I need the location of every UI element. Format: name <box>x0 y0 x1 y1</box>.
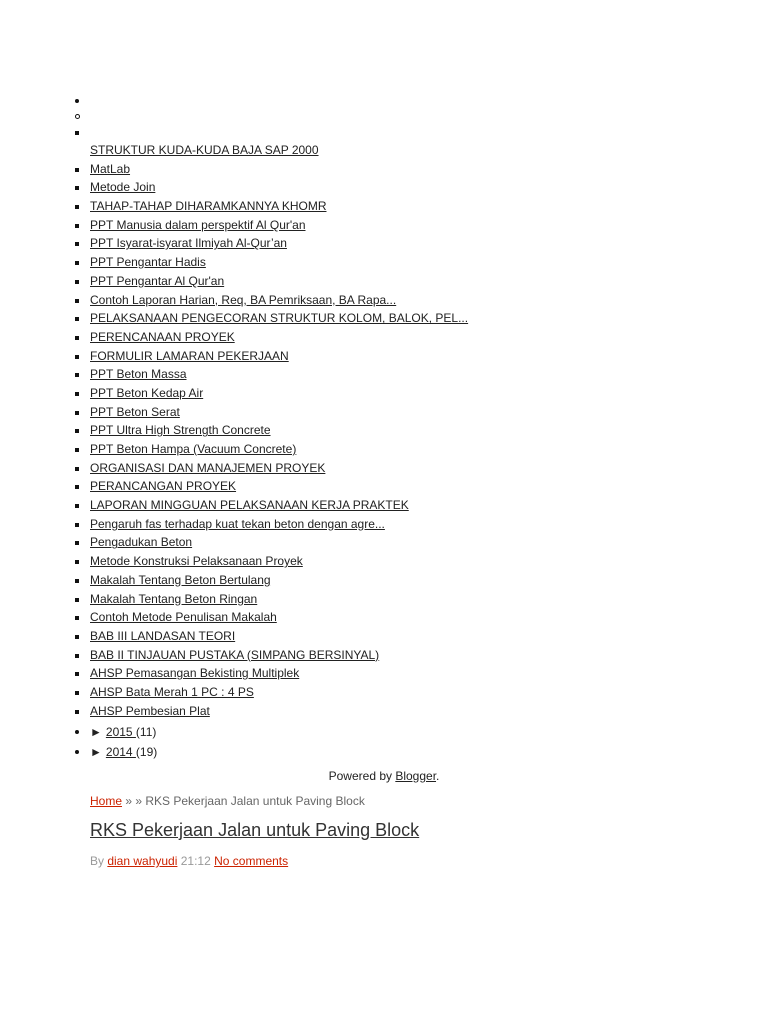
archive-post-item <box>75 141 468 160</box>
archive-post-link[interactable]: Pengaruh fas terhadap kuat tekan beton dengan agre... <box>90 516 385 531</box>
list-bullet-square <box>75 411 79 415</box>
archive-post-item <box>75 160 468 179</box>
archive-post-link[interactable]: PPT Beton Hampa (Vacuum Concrete) <box>90 442 297 456</box>
archive-post-item <box>75 216 468 235</box>
archive-post-item <box>75 702 468 721</box>
archive-post-link[interactable]: LAPORAN MINGGUAN PELAKSANAAN KERJA PRAKTEK <box>90 498 409 513</box>
archive-post-link[interactable]: MatLab <box>90 161 131 176</box>
archive-post-link[interactable]: PERANCANGAN PROYEK <box>90 479 237 494</box>
list-bullet-square <box>75 392 79 396</box>
archive-post-link[interactable]: PPT Isyarat-isyarat Ilmiyah Al-Qur’an <box>90 236 287 251</box>
archive-post-link[interactable]: Contoh Laporan Harian, Req, BA Pemriksaan, BA Rapa... <box>90 292 397 307</box>
list-bullet-square <box>75 168 79 172</box>
archive-post-item <box>75 328 468 347</box>
archive-post-item <box>75 234 468 253</box>
list-bullet-square <box>75 485 79 489</box>
expand-toggle-icon[interactable]: ► <box>90 745 102 759</box>
author-link[interactable]: dian wahyudi <box>107 854 178 868</box>
list-bullet-square <box>75 224 79 228</box>
archive-post-link[interactable]: PPT Ultra High Strength Concrete <box>90 423 271 438</box>
post-time: 21:12 <box>177 854 215 868</box>
archive-year-link[interactable]: 2015 <box>105 725 136 739</box>
archive-post-item <box>75 347 468 366</box>
breadcrumb-current: RKS Pekerjaan Jalan untuk Paving Block <box>145 794 365 808</box>
archive-post-item <box>75 515 468 534</box>
archive-post-item <box>75 477 468 496</box>
archive-post-item <box>75 197 468 216</box>
list-bullet-disc <box>75 99 79 103</box>
archive-post-item <box>75 440 468 459</box>
archive-post-item <box>75 496 468 515</box>
archive-post-item <box>75 533 468 552</box>
archive-post-item <box>75 272 468 291</box>
list-bullet-square <box>75 672 79 676</box>
archive-post-item <box>75 664 468 683</box>
archive-post-link[interactable]: PPT Beton Serat <box>90 404 180 419</box>
breadcrumb-separator: » » <box>122 794 146 808</box>
byline-label: By <box>90 854 108 868</box>
archive-post-link[interactable]: PERENCANAAN PROYEK <box>90 329 235 344</box>
list-bullet-square <box>75 579 79 583</box>
archive-post-link[interactable]: Metode Konstruksi Pelaksanaan Proyek <box>90 554 303 569</box>
archive-year-count: (11) <box>135 725 157 739</box>
archive-post-item <box>75 421 468 440</box>
breadcrumb <box>90 793 365 809</box>
archive-post-item <box>75 683 468 702</box>
list-bullet-square <box>75 654 79 658</box>
archive-year-item <box>75 722 157 742</box>
list-bullet-square <box>75 635 79 639</box>
archive-post-item <box>75 590 468 609</box>
list-bullet-square <box>75 448 79 452</box>
archive-post-link[interactable]: BAB III LANDASAN TEORI <box>90 628 236 643</box>
list-bullet-square <box>75 299 79 303</box>
list-bullet-circle <box>75 114 80 119</box>
list-bullet-square <box>75 691 79 695</box>
list-bullet-square <box>75 560 79 564</box>
archive-post-link[interactable]: Makalah Tentang Beton Ringan <box>90 591 258 606</box>
archive-post-link[interactable]: TAHAP-TAHAP DIHARAMKANNYA KHOMR <box>90 199 327 214</box>
archive-post-link[interactable]: AHSP Pemasangan Bekisting Multiplek <box>90 666 300 681</box>
archive-post-link[interactable]: Pengadukan Beton <box>90 535 193 550</box>
archive-year-item <box>75 742 157 762</box>
archive-post-item <box>75 309 468 328</box>
archive-post-list <box>75 141 468 720</box>
expand-toggle-icon[interactable]: ► <box>90 725 102 739</box>
archive-post-link[interactable]: AHSP Bata Merah 1 PC : 4 PS <box>90 684 254 699</box>
list-bullet-square <box>75 261 79 265</box>
archive-post-item <box>75 571 468 590</box>
archive-post-link[interactable]: BAB II TINJAUAN PUSTAKA (SIMPANG BERSINYAL) <box>90 647 380 662</box>
archive-post-link[interactable]: PPT Pengantar Al Qur'an <box>90 273 225 288</box>
archive-post-link[interactable]: FORMULIR LAMARAN PEKERJAAN <box>90 348 289 363</box>
archive-year-list <box>75 722 157 762</box>
archive-post-link[interactable]: AHSP Pembesian Plat <box>90 703 210 718</box>
list-bullet-square <box>75 541 79 545</box>
list-bullet-square <box>75 280 79 284</box>
list-bullet-square <box>75 336 79 340</box>
archive-post-link[interactable]: Makalah Tentang Beton Bertulang <box>90 572 271 587</box>
archive-post-item <box>75 178 468 197</box>
archive-post-item <box>75 365 468 384</box>
list-bullet-square <box>75 523 79 527</box>
list-bullet-square <box>75 205 79 209</box>
list-bullet-square <box>75 373 79 377</box>
archive-year-count: (19) <box>135 745 158 759</box>
powered-by <box>0 768 768 784</box>
list-bullet-square <box>75 131 79 135</box>
archive-post-link[interactable]: STRUKTUR KUDA-KUDA BAJA SAP 2000 <box>90 143 319 157</box>
list-bullet-square <box>75 242 79 246</box>
post-byline <box>90 853 288 869</box>
archive-post-link[interactable]: PPT Beton Kedap Air <box>90 385 204 400</box>
list-bullet-square <box>75 467 79 471</box>
archive-post-link[interactable]: PPT Beton Massa <box>90 367 187 382</box>
archive-post-item <box>75 552 468 571</box>
archive-post-link[interactable]: PPT Pengantar Hadis <box>90 255 206 270</box>
list-bullet-square <box>75 710 79 714</box>
archive-post-link[interactable]: ORGANISASI DAN MANAJEMEN PROYEK <box>90 460 326 475</box>
list-bullet-square <box>75 429 79 433</box>
list-bullet-square <box>75 616 79 620</box>
archive-post-link[interactable]: Contoh Metode Penulisan Makalah <box>90 610 277 625</box>
archive-post-item <box>75 608 468 627</box>
archive-year-link[interactable]: 2014 <box>105 745 136 759</box>
archive-post-item <box>75 253 468 272</box>
powered-by-text: Powered by <box>328 769 396 783</box>
list-bullet-square <box>75 598 79 602</box>
list-bullet-disc <box>75 730 79 734</box>
list-bullet-square <box>75 317 79 321</box>
list-bullet-square <box>75 504 79 508</box>
list-bullet-square <box>75 355 79 359</box>
archive-post-link[interactable]: PPT Manusia dalam perspektif Al Qur'an <box>90 217 306 232</box>
list-bullet-disc <box>75 750 79 754</box>
archive-post-item <box>75 459 468 478</box>
powered-by-suffix: . <box>436 769 440 783</box>
archive-post-item <box>75 291 468 310</box>
comments-link[interactable]: No comments <box>214 854 289 868</box>
archive-post-item <box>75 646 468 665</box>
archive-post-item <box>75 403 468 422</box>
blogger-link[interactable]: Blogger <box>395 769 437 783</box>
archive-post-item <box>75 627 468 646</box>
list-bullet-square <box>75 186 79 190</box>
archive-post-item <box>75 384 468 403</box>
archive-post-link[interactable]: PELAKSANAAN PENGECORAN STRUKTUR KOLOM, BALOK, PEL... <box>90 311 469 326</box>
archive-post-link[interactable]: Metode Join <box>90 180 156 195</box>
post-title[interactable]: RKS Pekerjaan Jalan untuk Paving Block <box>90 820 420 840</box>
breadcrumb-home-link[interactable]: Home <box>90 794 123 808</box>
